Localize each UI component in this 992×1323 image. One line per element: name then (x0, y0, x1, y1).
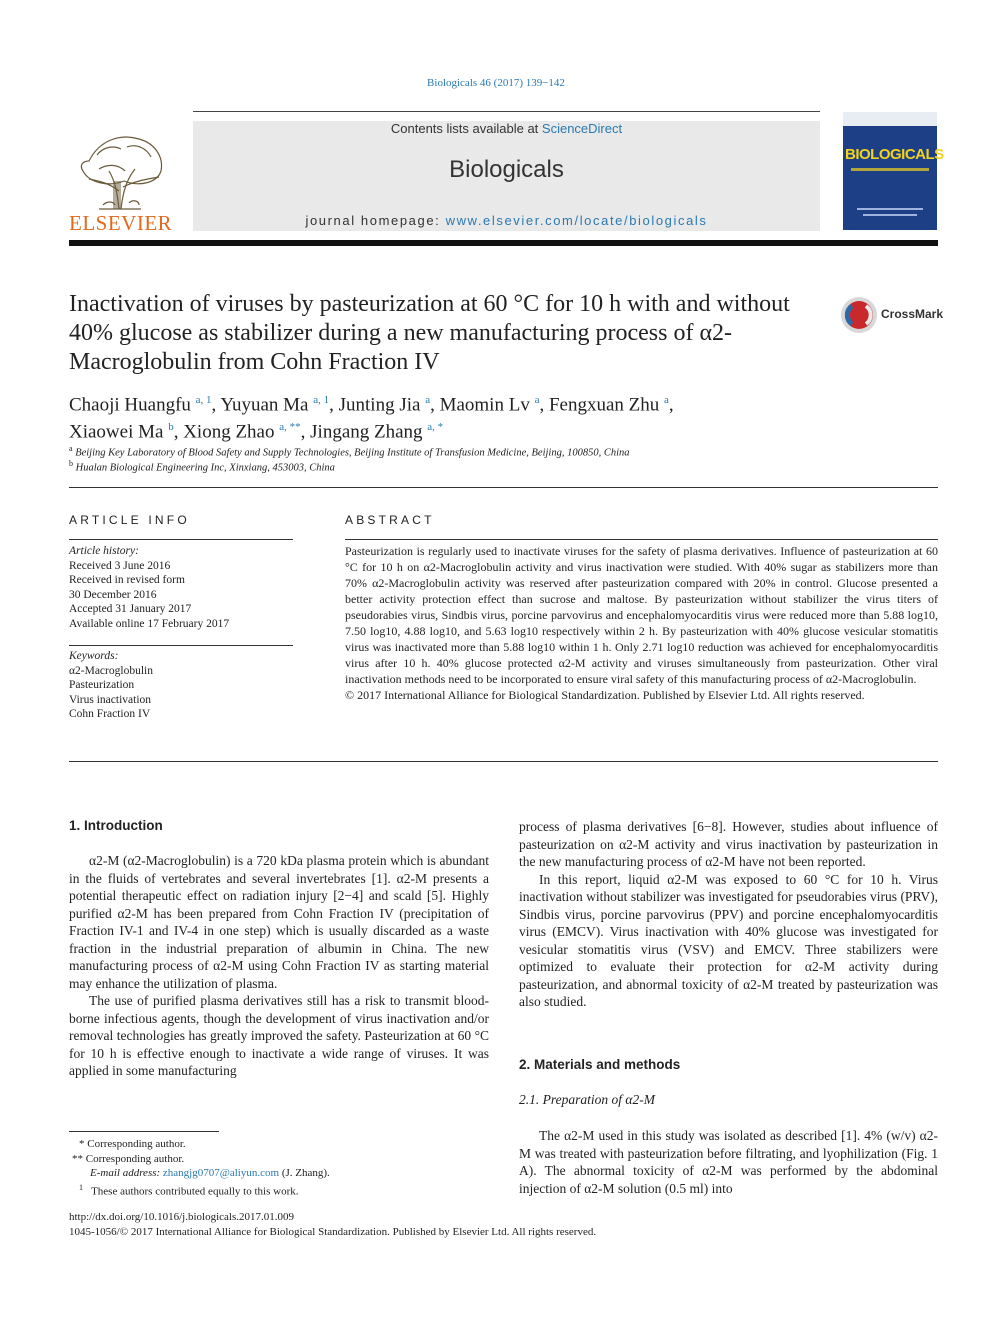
issn-copyright: 1045-1056/© 2017 International Alliance for Biological Standardization. Published by Elsevier Ltd. All rights reserved. (69, 1226, 597, 1238)
author-affiliation-marker[interactable]: a (534, 394, 540, 406)
author-name: Yuyuan Ma (220, 394, 314, 416)
preparation-text (519, 1127, 938, 1197)
affiliation-a-text: Beijing Key Laboratory of Blood Safety and Supply Technologies, Beijing Institute of Transfusion Medicine, Beijing, 100850, China (75, 447, 630, 459)
journal-cover-image[interactable] (843, 112, 944, 230)
journal-homepage (193, 213, 820, 228)
keyword-item: Virus inactivation (69, 693, 152, 706)
author-affiliation-marker[interactable]: a (664, 394, 669, 406)
column-right (519, 818, 938, 1011)
keyword-item: Pasteurization (69, 679, 135, 691)
abstract-rule (345, 539, 938, 540)
author-separator: , (539, 394, 549, 416)
sciencedirect-link[interactable]: ScienceDirect (541, 121, 623, 136)
abstract-bottom-rule (69, 761, 938, 762)
author-separator: , (173, 421, 184, 443)
affiliation-divider (69, 487, 938, 488)
crossmark-icon (840, 296, 878, 334)
affiliation-b: $^b$ Hualan Biological Engineering Inc, Xinxiang, 453003, China (69, 459, 335, 474)
footnote-rule (69, 1131, 219, 1132)
footnote-equal-text: These authors contributed equally to this work. (91, 1185, 299, 1198)
email-link[interactable]: zhangjg0707@aliyun.com (162, 1167, 280, 1179)
cover-title: BIOLOGICALS (845, 146, 944, 163)
elsevier-logo (69, 121, 171, 233)
author-separator: , (300, 421, 311, 443)
footnote-corresponding-2: ** Corresponding author. (72, 1152, 185, 1165)
abstract-heading: ABSTRACT (345, 513, 435, 527)
homepage-link[interactable]: www.elsevier.com/locate/biologicals (445, 213, 708, 228)
affiliation-b-text: Hualan Biological Engineering Inc, Xinxiang, 453003, China (75, 462, 335, 474)
history-item: 30 December 2016 (69, 588, 157, 601)
author-name: Jingang Zhang (310, 421, 428, 443)
article-history (69, 544, 294, 631)
author-separator: , (430, 394, 440, 416)
author-name: Maomin Lv (439, 394, 535, 416)
author-name: Xiong Zhao (183, 421, 280, 443)
footnote-equal-contribution: $^1$ These authors contributed equally to this work. (79, 1182, 299, 1198)
author-separator: , (329, 394, 339, 416)
prep-paragraph-1: The α2-M used in this study was isolated as described [1]. 4% (w/v) α2-M was treated with pasteurization before filtrating, and lyophilization (Fig. 1 A). The abnormal toxicity of α2-M was performed by the abdominal injection of α2-M solution (0.5 ml) into (519, 1128, 938, 1196)
crossmark-badge[interactable] (840, 296, 944, 336)
intro-paragraph-2: The use of purified plasma derivatives still has a risk to transmit blood-borne infectious agents, though the development of virus inactivation and/or removal technologies has greatly improved the safety. Pasteurization at 60 °C for 10 h is effective enough to inactivate a wide range of viruses. It was applied in some manufacturing (69, 993, 489, 1078)
article-title: Inactivation of viruses by pasteurization at 60 °C for 10 h with and without 40% glucose as stabilizer during a new manufacturing process of α2-Macroglobulin from Cohn Fraction IV (69, 291, 790, 375)
author-affiliation-marker[interactable]: a, ** (279, 421, 301, 434)
keywords-list (69, 664, 294, 722)
author-affiliation-marker[interactable]: a, * (427, 421, 444, 434)
author-affiliation-marker[interactable]: b (168, 421, 174, 434)
keyword-item: α2-Macroglobulin (69, 664, 153, 677)
subsection-preparation-heading: 2.1. Preparation of α2-M (519, 1092, 655, 1107)
elsevier-wordmark: ELSEVIER (69, 211, 173, 235)
keywords-label: Keywords: (69, 650, 119, 662)
keyword-item: Cohn Fraction IV (69, 708, 151, 720)
crossmark-label: CrossMark (881, 307, 944, 321)
section-methods-heading: 2. Materials and methods (519, 1057, 681, 1072)
email-suffix: (J. Zhang). (279, 1167, 330, 1179)
doi-link[interactable]: http://dx.doi.org/10.1016/j.biologicals.2017.01.009 (69, 1211, 294, 1223)
col2-paragraph-1: process of plasma derivatives [6−8]. However, studies about influence of pasteurization on α2-M activity and virus inactivation by pasteurization in the new manufacturing process of α2-M have not been reported. (519, 819, 938, 869)
footnote-email (69, 1166, 489, 1181)
column-left (69, 852, 489, 1080)
homepage-prefix: journal homepage: (305, 213, 446, 228)
section-introduction-heading: 1. Introduction (69, 818, 163, 833)
history-item: Received 3 June 2016 (69, 559, 171, 572)
author-affiliation-marker[interactable]: a (425, 394, 431, 406)
author-name: Xiaowei Ma (69, 421, 169, 443)
history-label: Article history: (69, 545, 139, 557)
email-label: E-mail address: (90, 1167, 163, 1179)
keywords-rule (69, 645, 293, 646)
author-list (69, 389, 829, 444)
abstract-text: Pasteurization is regularly used to inactivate viruses for the safety of plasma derivatives. Influence of pasteurization at 60 °C for 10 h on α2-Macroglobulin activity and virus inactivation were studied. With 40% sugar as stabilizers more than 70% α2-Macroglobulin activity was reserved after pasteurization compared with 20% in control. Glucose presented a better activity protection effect than sucrose and maltose. By pasteurization without stabilizer the virus titers of pseudorabies virus, Sindbis virus, porcine parvovirus and encephalomyocarditis virus were reduced more than 5.88 log10, 7.50 log10, 4.88 log10, and 5.63 log10 respectively within 2 h. By pasteurization with 40% glucose vesicular stomatitis virus was inactivated more than 5.88 log10 within 1 h. Only 2.71 log10 reduction was achieved for encephalomyocarditis virus after 10 h. 40% glucose protected α2-M activity and viruses simultaneously from pasteurization. Other viral inactivation methods need to be incorporated to ensure viral safety of this manufacturing process of α2-Macroglobulin. (345, 544, 938, 686)
abstract-copyright: © 2017 International Alliance for Biological Standardization. Published by Elsevier Ltd. All rights reserved. (345, 688, 865, 702)
keywords-block (69, 649, 294, 722)
header-top-rule (193, 111, 820, 112)
author-name: Fengxuan Zhu (548, 394, 665, 416)
author-name: Junting Jia (338, 394, 426, 416)
article-info-rule (69, 539, 293, 540)
author-separator: , (668, 394, 674, 416)
author-affiliation-marker[interactable]: a, 1 (313, 394, 330, 406)
affiliation-a: $^a$ Beijing Key Laboratory of Blood Safety and Supply Technologies, Beijing Institute of Transfusion Medicine, Beijing, 100850, China (69, 444, 630, 459)
history-item: Received in revised form (69, 574, 185, 586)
author-line-2 (69, 416, 829, 443)
article-info-heading: ARTICLE INFO (69, 513, 190, 527)
journal-reference[interactable]: Biologicals 46 (2017) 139−142 (427, 77, 565, 89)
author-affiliation-marker[interactable]: a, 1 (195, 394, 212, 406)
history-item: Available online 17 February 2017 (69, 617, 230, 630)
intro-paragraph-1: α2-M (α2-Macroglobulin) is a 720 kDa plasma protein which is abundant in the fluids of vertebrates and several invertebrates [1]. α2-M presents a potential therapeutic effect on radiation injury [2−4] and scald [5]. Highly purified α2-M has been prepared from Cohn Fraction IV (precipitation of Fraction IV-1 and IV-4 in one step) which is usually discarded as a waste fraction in the industrial preparation of albumin in China. The new manufacturing process of α2-M using Cohn Fraction IV as starting material may enhance the utilization of plasma. (69, 853, 489, 991)
history-item: Accepted 31 January 2017 (69, 603, 192, 615)
contents-prefix: Contents lists available at (390, 121, 542, 136)
history-list (69, 559, 294, 632)
header-thick-rule (69, 240, 938, 246)
abstract-body (345, 543, 938, 703)
journal-title: Biologicals (449, 156, 564, 183)
col2-paragraph-2: In this report, liquid α2-M was exposed to 60 °C for 10 h. Virus inactivation without stabilizer was investigated for pseudorabies virus (PRV), Sindbis virus, porcine parvovirus (PPV) and porcine encephalomyocarditis virus (EMCV). Virus inactivation with 40% glucose was investigated for vesicular stomatitis virus (VSV) and EMCV. Three stabilizers were optimized to evaluate their protection for α2-M activity during pasteurization, and abnormal toxicity of α2-M treated by pasteurization was also studied. (519, 871, 938, 1009)
footnote-corresponding-1: * Corresponding author. (79, 1138, 186, 1150)
author-separator: , (211, 394, 221, 416)
footnotes (69, 1137, 489, 1199)
author-name: Chaoji Huangfu (69, 394, 196, 416)
author-line-1 (69, 389, 829, 416)
contents-line (193, 121, 820, 136)
